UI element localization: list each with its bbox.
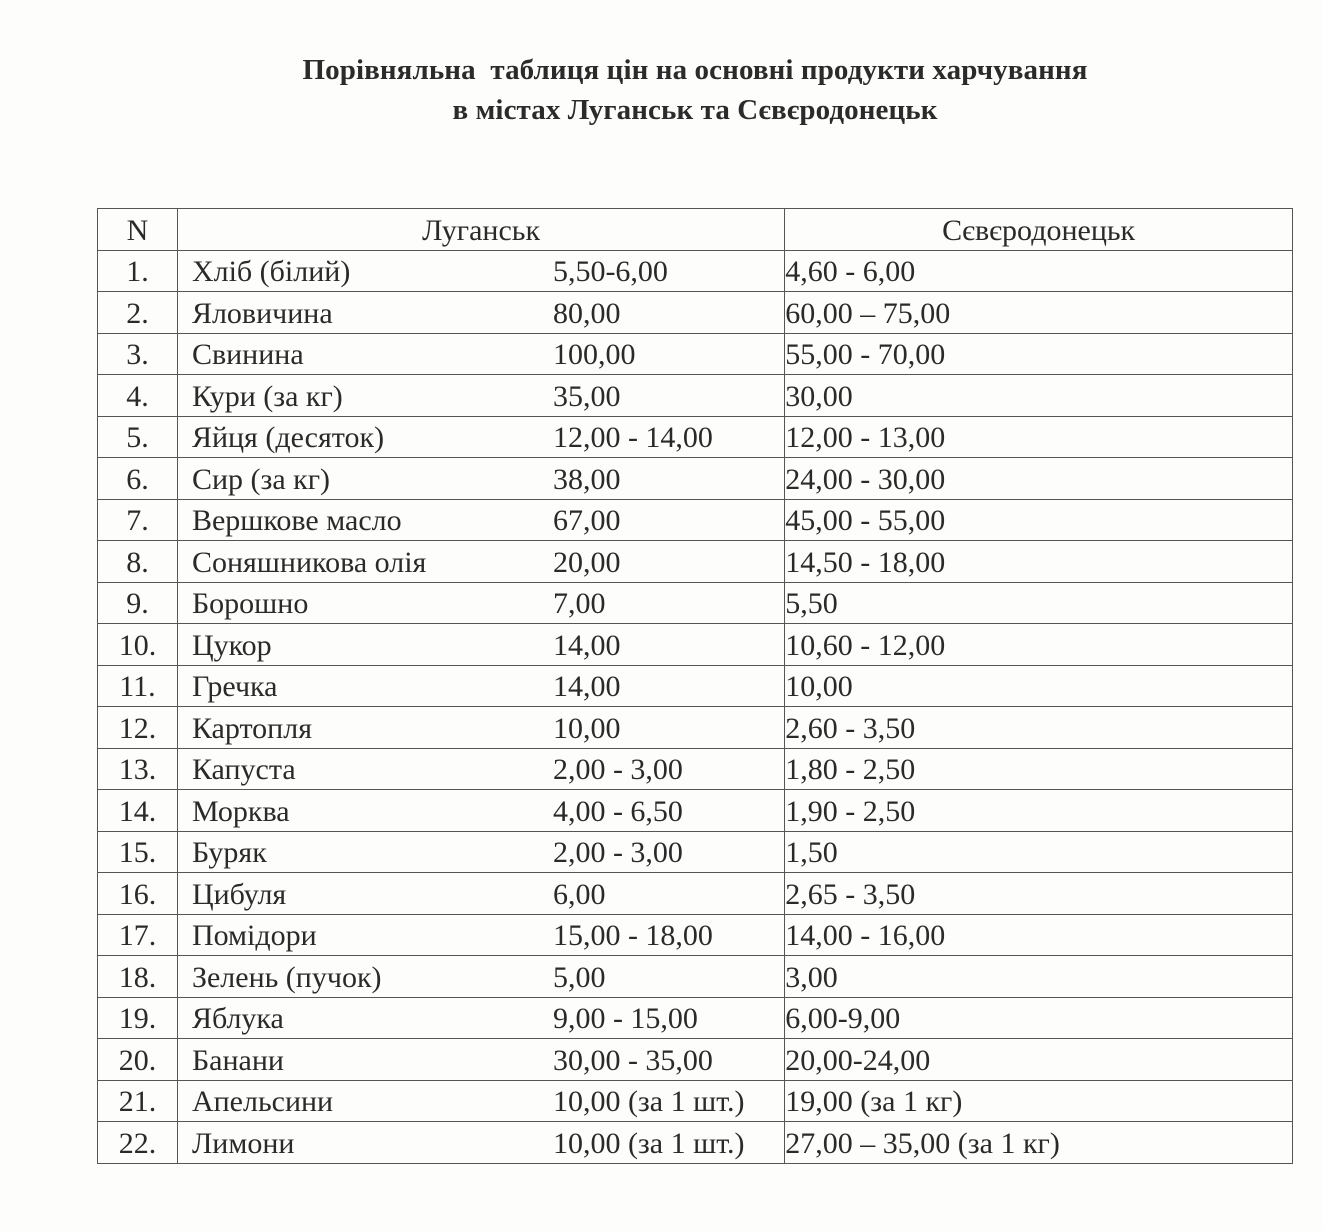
table-row: [98, 831, 1293, 873]
lugansk-cell: [177, 1080, 784, 1122]
row-number: 6.: [98, 458, 178, 500]
product-name: Яблука: [191, 1002, 284, 1035]
lugansk-price: 35,00: [552, 379, 621, 413]
product-name: Яловичина: [191, 296, 333, 330]
sievierodonetsk-price: 20,00-24,00: [785, 1039, 1293, 1081]
lugansk-cell: [177, 499, 784, 541]
sievierodonetsk-price: 55,00 - 70,00: [785, 333, 1293, 375]
product-name: Лимони: [191, 1126, 295, 1160]
row-number: 5.: [98, 416, 178, 458]
sievierodonetsk-price: 2,65 - 3,50: [785, 873, 1293, 915]
document-title: [0, 50, 1323, 130]
lugansk-cell: [177, 997, 784, 1039]
lugansk-cell: [177, 375, 784, 417]
row-number: 16.: [98, 873, 178, 915]
sievierodonetsk-price: 12,00 - 13,00: [785, 416, 1293, 458]
row-number: 4.: [98, 375, 178, 417]
table-row: [98, 582, 1293, 624]
sievierodonetsk-price: 1,90 - 2,50: [785, 790, 1293, 832]
row-number: 8.: [98, 541, 178, 583]
lugansk-cell: [177, 1039, 784, 1081]
lugansk-cell: [177, 790, 784, 832]
lugansk-price: 5,50-6,00: [552, 255, 668, 288]
lugansk-price: 67,00: [552, 504, 621, 537]
sievierodonetsk-price: 14,50 - 18,00: [785, 541, 1293, 583]
table-row: [98, 416, 1293, 458]
title-line-1: Порівняльна таблиця цін на основні продукти харчування: [302, 54, 1088, 86]
price-comparison-table: [97, 208, 1293, 1164]
lugansk-cell: [177, 541, 784, 583]
header-number: N: [98, 209, 178, 251]
product-name: Вершкове масло: [191, 504, 402, 537]
lugansk-cell: [177, 458, 784, 500]
lugansk-cell: [177, 707, 784, 749]
product-name: Сир (за кг): [191, 462, 331, 496]
sievierodonetsk-price: 10,00: [785, 665, 1293, 707]
lugansk-cell: [177, 1122, 784, 1164]
lugansk-price: 30,00 - 35,00: [552, 1043, 713, 1077]
sievierodonetsk-price: 27,00 – 35,00 (за 1 кг): [785, 1122, 1293, 1164]
row-number: 7.: [98, 499, 178, 541]
lugansk-price: 80,00: [552, 296, 621, 330]
row-number: 2.: [98, 292, 178, 334]
lugansk-price: 10,00 (за 1 шт.): [552, 1085, 745, 1118]
lugansk-price: 12,00 - 14,00: [552, 421, 713, 454]
table-row: [98, 665, 1293, 707]
product-name: Гречка: [191, 670, 278, 703]
sievierodonetsk-price: 14,00 - 16,00: [785, 914, 1293, 956]
table-row: [98, 250, 1293, 292]
product-name: Борошно: [191, 587, 309, 620]
table-row: [98, 707, 1293, 749]
lugansk-price: 4,00 - 6,50: [552, 794, 683, 828]
row-number: 22.: [98, 1122, 178, 1164]
product-name: Банани: [191, 1043, 284, 1077]
sievierodonetsk-price: 4,60 - 6,00: [785, 250, 1293, 292]
lugansk-cell: [177, 250, 784, 292]
product-name: Цукор: [191, 628, 272, 662]
lugansk-cell: [177, 333, 784, 375]
sievierodonetsk-price: 6,00-9,00: [785, 997, 1293, 1039]
product-name: Цибуля: [191, 877, 287, 911]
product-name: Помідори: [191, 919, 317, 952]
row-number: 19.: [98, 997, 178, 1039]
product-name: Картопля: [191, 711, 313, 745]
header-lugansk: Луганськ: [177, 209, 784, 251]
row-number: 21.: [98, 1080, 178, 1122]
product-name: Капуста: [191, 753, 296, 786]
sievierodonetsk-price: 2,60 - 3,50: [785, 707, 1293, 749]
product-name: Апельсини: [191, 1085, 334, 1118]
lugansk-price: 2,00 - 3,00: [552, 836, 683, 869]
row-number: 12.: [98, 707, 178, 749]
table-row: [98, 1080, 1293, 1122]
lugansk-cell: [177, 748, 784, 790]
row-number: 3.: [98, 333, 178, 375]
table-row: [98, 624, 1293, 666]
header-sievierodonetsk: Сєвєродонецьк: [785, 209, 1293, 251]
sievierodonetsk-price: 30,00: [785, 375, 1293, 417]
table-row: [98, 748, 1293, 790]
lugansk-cell: [177, 292, 784, 334]
table-row: [98, 375, 1293, 417]
lugansk-price: 5,00: [552, 960, 606, 994]
sievierodonetsk-price: 24,00 - 30,00: [785, 458, 1293, 500]
row-number: 14.: [98, 790, 178, 832]
lugansk-cell: [177, 873, 784, 915]
table-row: [98, 873, 1293, 915]
lugansk-price: 15,00 - 18,00: [552, 919, 713, 952]
product-name: Хліб (білий): [191, 255, 351, 288]
table-row: [98, 1039, 1293, 1081]
lugansk-price: 10,00: [552, 711, 621, 745]
row-number: 15.: [98, 831, 178, 873]
table-row: [98, 956, 1293, 998]
lugansk-cell: [177, 956, 784, 998]
table-row: [98, 292, 1293, 334]
lugansk-price: 2,00 - 3,00: [552, 753, 683, 786]
lugansk-price: 6,00: [552, 877, 606, 911]
lugansk-price: 14,00: [552, 628, 621, 662]
lugansk-cell: [177, 665, 784, 707]
lugansk-price: 10,00 (за 1 шт.): [552, 1126, 745, 1160]
table-row: [98, 458, 1293, 500]
product-name: Соняшникова олія: [191, 545, 427, 579]
lugansk-cell: [177, 416, 784, 458]
table-row: [98, 914, 1293, 956]
product-name: Свинина: [191, 338, 304, 371]
sievierodonetsk-price: 60,00 – 75,00: [785, 292, 1293, 334]
sievierodonetsk-price: 45,00 - 55,00: [785, 499, 1293, 541]
table-row: [98, 790, 1293, 832]
table-header-row: [98, 209, 1293, 251]
sievierodonetsk-price: 19,00 (за 1 кг): [785, 1080, 1293, 1122]
product-name: Кури (за кг): [191, 379, 343, 413]
table-row: [98, 499, 1293, 541]
lugansk-price: 7,00: [552, 587, 606, 620]
row-number: 17.: [98, 914, 178, 956]
lugansk-price: 38,00: [552, 462, 621, 496]
lugansk-cell: [177, 582, 784, 624]
lugansk-cell: [177, 831, 784, 873]
lugansk-cell: [177, 914, 784, 956]
sievierodonetsk-price: 1,50: [785, 831, 1293, 873]
sievierodonetsk-price: 1,80 - 2,50: [785, 748, 1293, 790]
product-name: Яйця (десяток): [191, 421, 385, 454]
product-name: Зелень (пучок): [191, 960, 382, 994]
product-name: Морква: [191, 794, 290, 828]
table-row: [98, 1122, 1293, 1164]
sievierodonetsk-price: 5,50: [785, 582, 1293, 624]
lugansk-price: 14,00: [552, 670, 621, 703]
row-number: 9.: [98, 582, 178, 624]
lugansk-cell: [177, 624, 784, 666]
lugansk-price: 9,00 - 15,00: [552, 1002, 698, 1035]
row-number: 20.: [98, 1039, 178, 1081]
lugansk-price: 20,00: [552, 545, 621, 579]
title-line-2: в містах Луганськ та Сєвєродонецьк: [452, 94, 938, 126]
row-number: 10.: [98, 624, 178, 666]
row-number: 18.: [98, 956, 178, 998]
table-row: [98, 541, 1293, 583]
table-row: [98, 333, 1293, 375]
row-number: 1.: [98, 250, 178, 292]
table-row: [98, 997, 1293, 1039]
lugansk-price: 100,00: [552, 338, 636, 371]
row-number: 13.: [98, 748, 178, 790]
row-number: 11.: [98, 665, 178, 707]
sievierodonetsk-price: 3,00: [785, 956, 1293, 998]
product-name: Буряк: [191, 836, 267, 869]
sievierodonetsk-price: 10,60 - 12,00: [785, 624, 1293, 666]
